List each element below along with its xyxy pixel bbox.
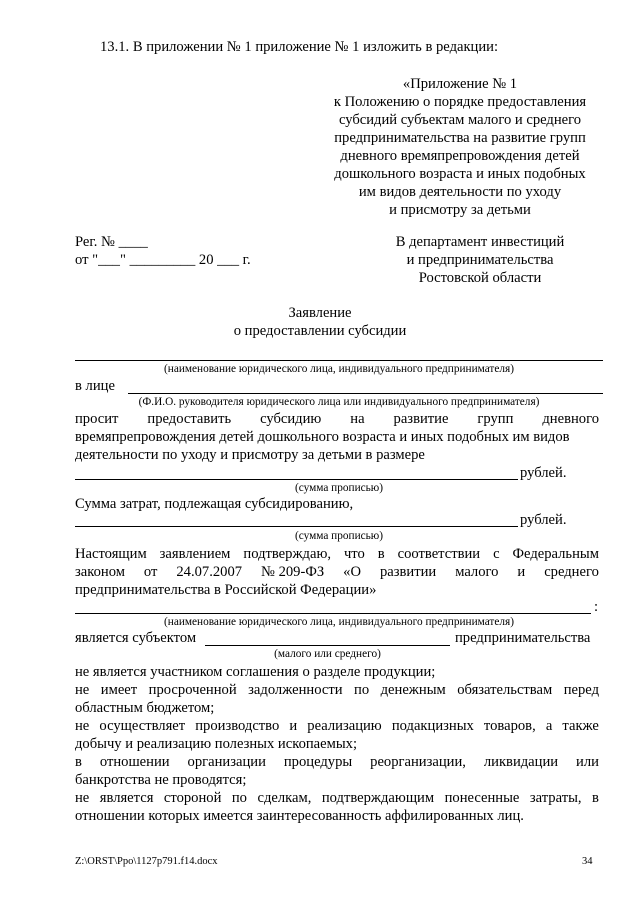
word: производство bbox=[195, 718, 280, 734]
word: в bbox=[592, 790, 599, 806]
statement-line bbox=[75, 681, 599, 699]
word: среднего bbox=[544, 564, 599, 580]
reg-date: от "___" _________ 20 ___ г. bbox=[75, 252, 251, 268]
word: от bbox=[143, 564, 158, 580]
word: подакцизных bbox=[391, 718, 474, 734]
word: осуществляет bbox=[99, 718, 186, 734]
word: также bbox=[562, 718, 599, 734]
caption-fio: (Ф.И.О. руководителя юридического лица или индивидуального предпринимателя) bbox=[138, 396, 540, 408]
costs-words-blank bbox=[75, 526, 518, 527]
caption-small-medium: (малого или среднего) bbox=[274, 648, 381, 660]
word: имеет bbox=[100, 682, 138, 698]
word: законом bbox=[75, 564, 125, 580]
statement-line bbox=[75, 717, 599, 735]
word: не bbox=[75, 790, 90, 806]
appendix-line: субсидий субъектам малого и среднего bbox=[338, 112, 582, 128]
word: на bbox=[350, 411, 365, 427]
word: и bbox=[517, 564, 526, 580]
document-subtitle: о предоставлении субсидии bbox=[233, 323, 407, 339]
appendix-line: «Приложение № 1 bbox=[402, 76, 518, 92]
word: Федеральным bbox=[512, 546, 599, 562]
in-person-label: в лице bbox=[75, 378, 115, 394]
word: развитие bbox=[393, 411, 449, 427]
subject-size-blank bbox=[205, 645, 450, 646]
word: просит bbox=[75, 411, 119, 427]
word: организации bbox=[187, 754, 266, 770]
word: стороной bbox=[163, 790, 222, 806]
word: в bbox=[75, 754, 82, 770]
word: подтверждаю, bbox=[243, 546, 331, 562]
word: соответствии bbox=[397, 546, 481, 562]
subject-suffix: предпринимательства bbox=[455, 630, 591, 646]
appendix-line: и присмотру за детьми bbox=[389, 202, 531, 218]
word: групп bbox=[477, 411, 514, 427]
word: заявлением bbox=[159, 546, 231, 562]
word: Настоящим bbox=[75, 546, 147, 562]
statement-line: добычу и реализацию полезных ископаемых; bbox=[75, 736, 358, 752]
request-line-3: деятельности по уходу и присмотру за детьми в размере bbox=[75, 447, 425, 463]
word: не bbox=[75, 682, 90, 698]
word: малого bbox=[455, 564, 499, 580]
caption-sum-words: (сумма прописью) bbox=[295, 530, 383, 542]
word: в bbox=[377, 546, 385, 562]
word: и bbox=[289, 718, 298, 734]
appendix-line: дневного времяпрепровождения детей bbox=[340, 148, 580, 164]
rubles-label: рублей. bbox=[520, 465, 567, 481]
word: просроченной bbox=[148, 682, 237, 698]
word: а bbox=[545, 718, 553, 734]
word: что bbox=[343, 546, 365, 562]
legal-name-blank bbox=[75, 613, 591, 614]
word: субсидию bbox=[260, 411, 322, 427]
statement-line bbox=[75, 753, 599, 771]
caption-legal-name: (наименование юридического лица, индивидуального предпринимателя) bbox=[164, 363, 514, 375]
addressee-line: Ростовской области bbox=[418, 270, 542, 286]
word: ликвидации bbox=[483, 754, 559, 770]
section-heading: 13.1. В приложении № 1 приложение № 1 изложить в редакции: bbox=[100, 39, 499, 55]
word: 24.07.2007 bbox=[176, 564, 243, 580]
statement-line: отношении которых имеется заинтересованность аффилированных лиц. bbox=[75, 808, 524, 824]
word: по bbox=[231, 790, 247, 806]
appendix-line: дошкольного возраста и иных подобных bbox=[334, 166, 586, 182]
legal-name-blank bbox=[75, 360, 603, 361]
word: перед bbox=[563, 682, 599, 698]
statement-line bbox=[75, 789, 599, 807]
word: подтверждающим bbox=[321, 790, 435, 806]
word: № 209-ФЗ bbox=[261, 564, 325, 580]
appendix-line: им видов деятельности по уходу bbox=[358, 184, 562, 200]
document-title: Заявление bbox=[288, 305, 352, 321]
word: понесенные bbox=[444, 790, 520, 806]
word: или bbox=[576, 754, 599, 770]
word: обязательствам bbox=[457, 682, 553, 698]
reg-number: Рег. № ____ bbox=[75, 234, 148, 250]
colon: : bbox=[594, 599, 599, 615]
rubles-label: рублей. bbox=[520, 512, 567, 528]
word: является bbox=[99, 790, 154, 806]
word: с bbox=[493, 546, 500, 562]
confirm-line-2 bbox=[75, 563, 599, 581]
confirm-line-3: предпринимательства в Российской Федерации» bbox=[75, 582, 377, 598]
word: товаров, bbox=[483, 718, 536, 734]
word: не bbox=[75, 718, 90, 734]
confirm-line-1 bbox=[75, 545, 599, 563]
word: по bbox=[354, 682, 370, 698]
costs-label: Сумма затрат, подлежащая субсидированию, bbox=[75, 496, 354, 512]
caption-sum-words: (сумма прописью) bbox=[295, 482, 383, 494]
appendix-line: предпринимательства на развитие групп bbox=[334, 130, 586, 146]
statement-line: областным бюджетом; bbox=[75, 700, 215, 716]
request-line-2: времяпрепровождения детей дошкольного возраста и иных подобных им видов bbox=[75, 429, 570, 445]
amount-words-blank bbox=[75, 479, 518, 480]
appendix-line: к Положению о порядке предоставления bbox=[333, 94, 587, 110]
fio-blank bbox=[128, 393, 603, 394]
page-number: 34 bbox=[582, 856, 593, 867]
statement-line: банкротства не проводятся; bbox=[75, 772, 247, 788]
word: «О bbox=[343, 564, 361, 580]
statement-line: не является участником соглашения о разделе продукции; bbox=[75, 664, 436, 680]
word: сделкам, bbox=[257, 790, 312, 806]
word: денежным bbox=[380, 682, 446, 698]
word: предоставить bbox=[147, 411, 232, 427]
caption-legal-name: (наименование юридического лица, индивидуального предпринимателя) bbox=[164, 616, 514, 628]
word: развитии bbox=[379, 564, 437, 580]
subject-label: является субъектом bbox=[75, 630, 197, 646]
word: реализацию bbox=[307, 718, 382, 734]
word: задолженности bbox=[248, 682, 343, 698]
word: дневного bbox=[542, 411, 599, 427]
footer-file-path: Z:\ORST\Ppo\1127p791.f14.docx bbox=[75, 856, 218, 867]
word: процедуры bbox=[283, 754, 353, 770]
addressee-line: и предпринимательства bbox=[406, 252, 554, 268]
request-line-1 bbox=[75, 410, 599, 428]
word: реорганизации, bbox=[370, 754, 466, 770]
addressee-line: В департамент инвестиций bbox=[395, 234, 565, 250]
word: отношении bbox=[99, 754, 170, 770]
word: затраты, bbox=[529, 790, 582, 806]
